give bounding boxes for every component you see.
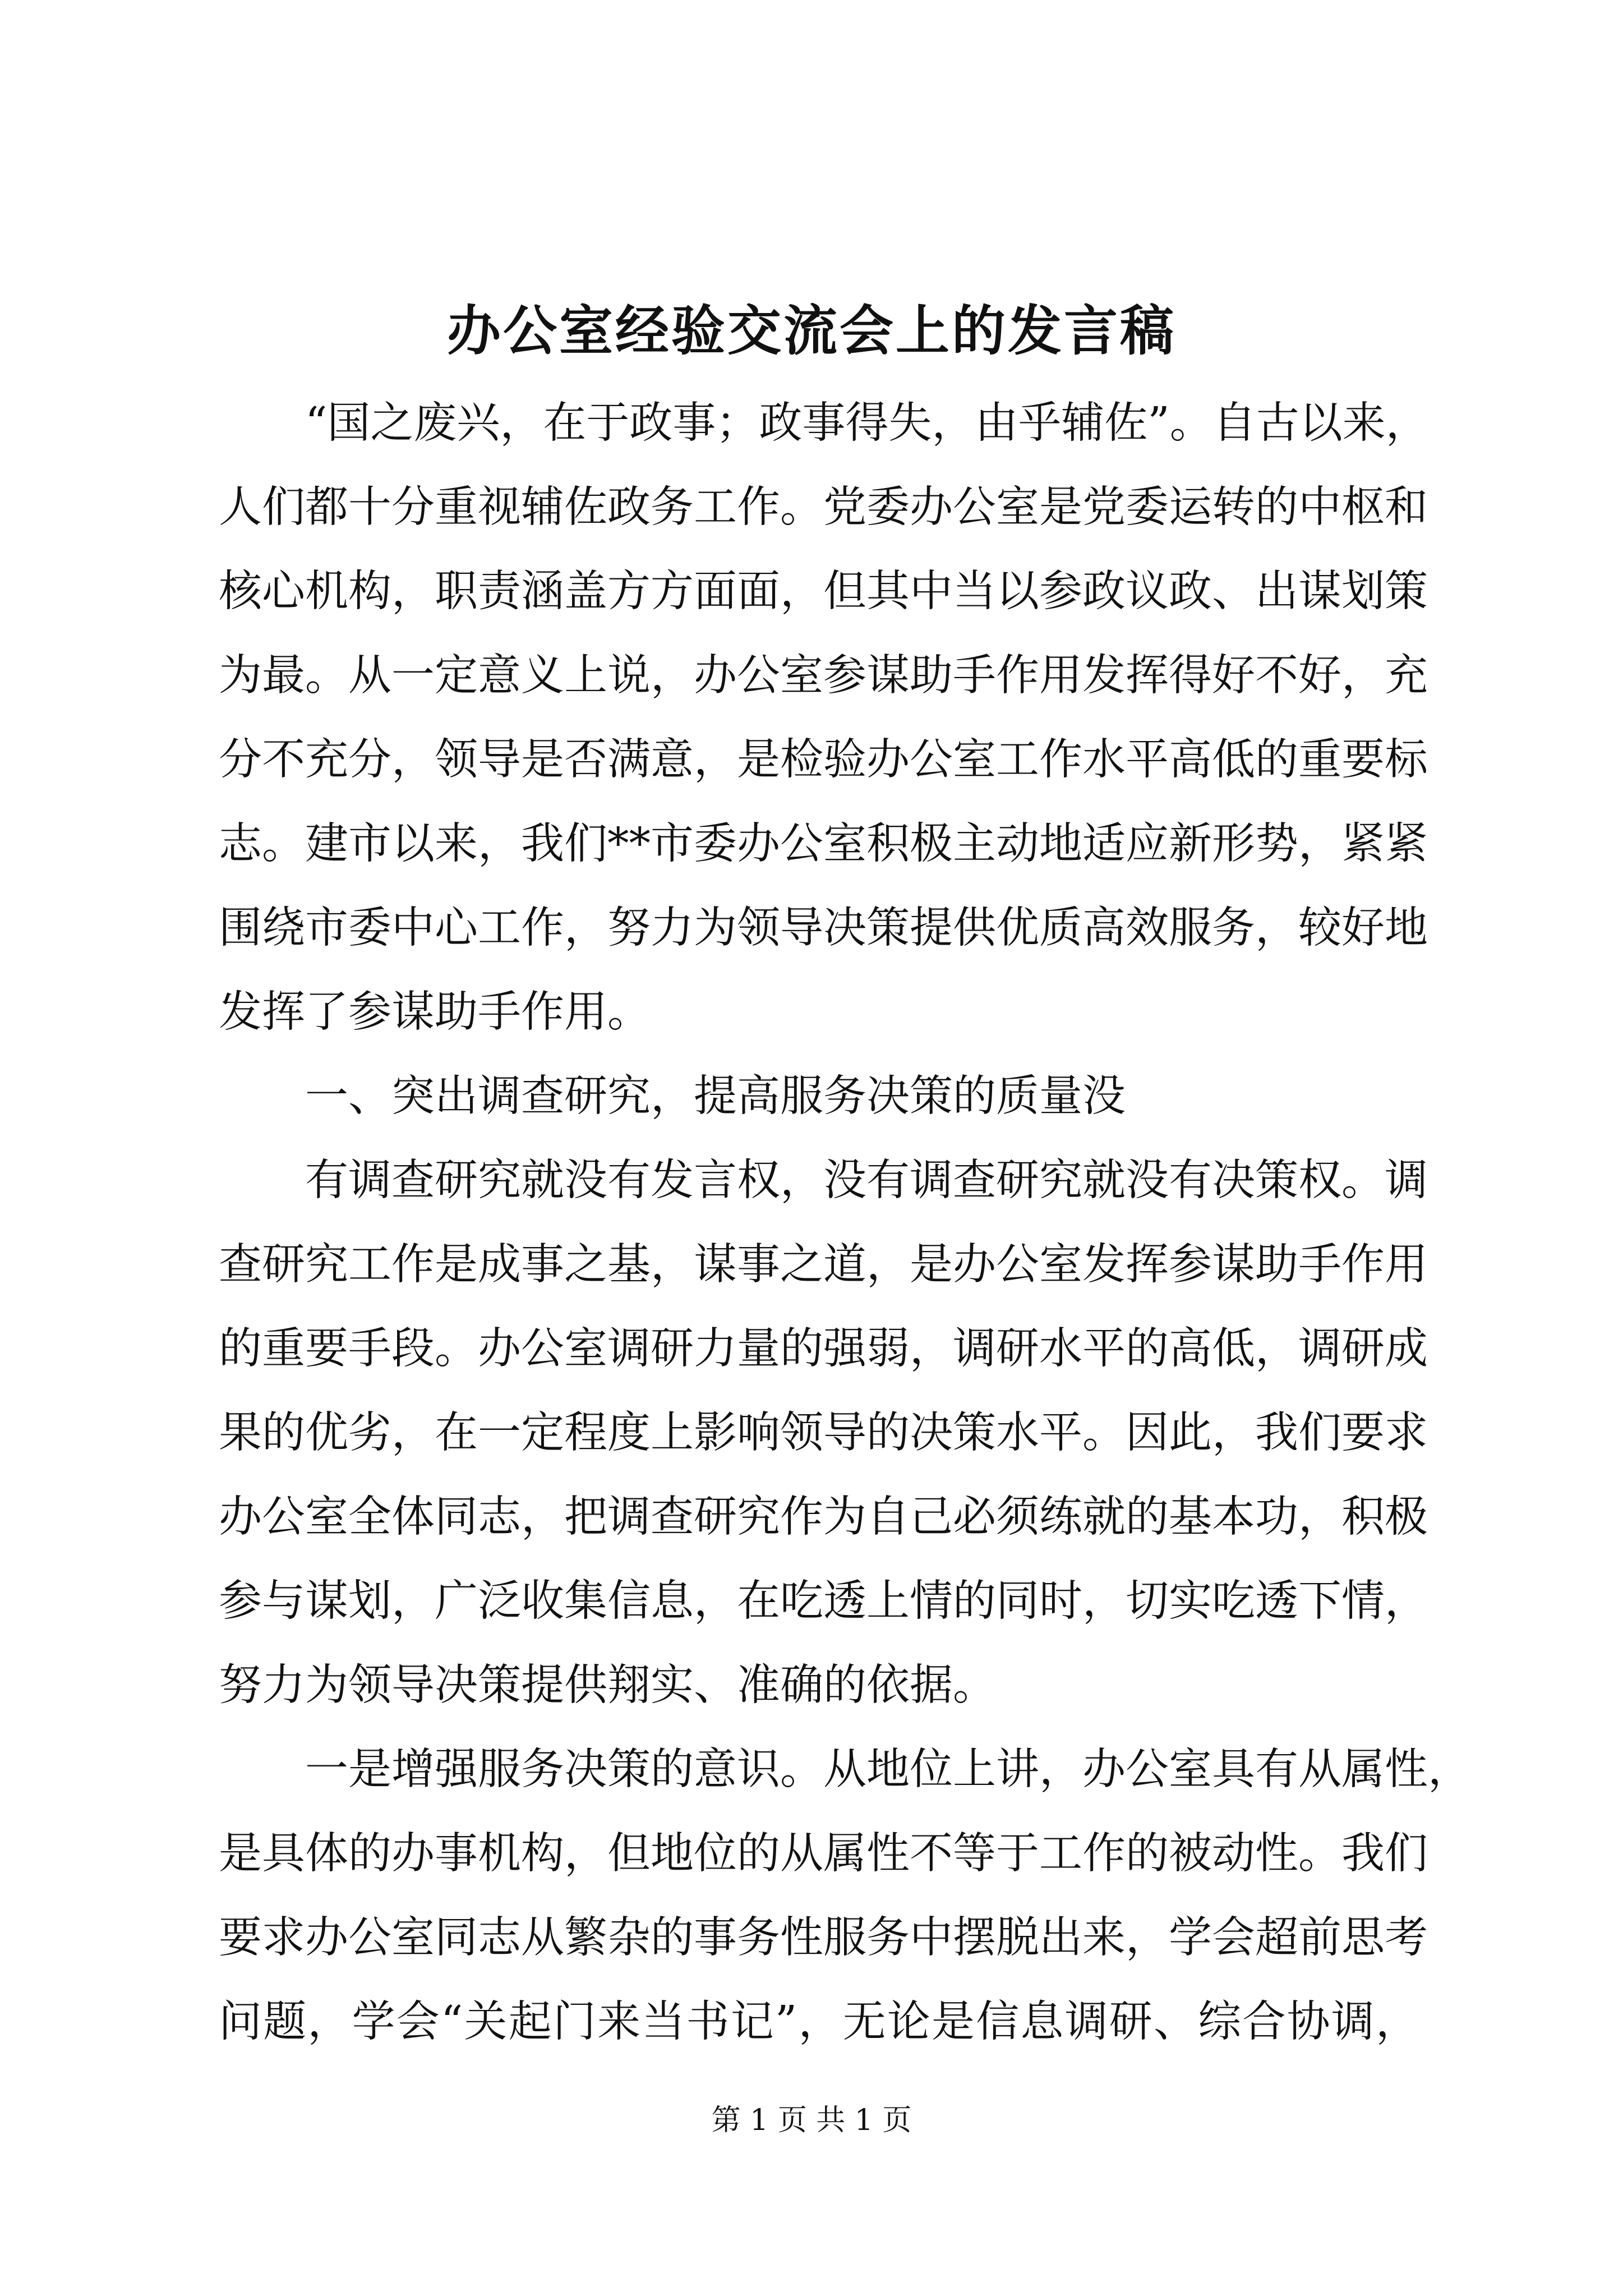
paragraph-line: 要求办公室同志从繁杂的事务性服务中摆脱出来，学会超前思考 — [219, 1913, 1428, 1963]
paragraph-line: 发挥了参谋助手作用。 — [219, 987, 651, 1037]
page-number-footer: 第 1 页 共 1 页 — [711, 2104, 912, 2137]
paragraph-line: 参与谋划，广泛收集信息，在吃透上情的同时，切实吃透下情， — [219, 1576, 1428, 1626]
paragraph-line: 办公室全体同志，把调查研究作为自己必须练就的基本功，积极 — [219, 1492, 1428, 1542]
paragraph-line: 为最。从一定意义上说，办公室参谋助手作用发挥得好不好，充 — [219, 651, 1428, 701]
paragraph-line: 围绕市委中心工作，努力为领导决策提供优质高效服务，较好地 — [219, 903, 1428, 953]
paragraph-line: 分不充分，领导是否满意，是检验办公室工作水平高低的重要标 — [219, 735, 1428, 785]
document-title: 办公室经验交流会上的发言稿 — [447, 299, 1176, 362]
paragraph-line: 一是增强服务决策的意识。从地位上讲，办公室具有从属性， — [305, 1745, 1471, 1795]
paragraph-line: 有调查研究就没有发言权，没有调查研究就没有决策权。调 — [305, 1156, 1428, 1205]
paragraph-line: 志。建市以来，我们**市委办公室积极主动地适应新形势，紧紧 — [219, 819, 1428, 869]
paragraph-line: 问题，学会“关起门来当书记”，无论是信息调研、综合协调， — [219, 1997, 1419, 2047]
paragraph-line: 核心机构，职责涵盖方方面面，但其中当以参政议政、出谋划策 — [219, 567, 1428, 616]
paragraph-line: 果的优劣，在一定程度上影响领导的决策水平。因此，我们要求 — [219, 1408, 1428, 1458]
paragraph-line: 人们都十分重视辅佐政务工作。党委办公室是党委运转的中枢和 — [219, 482, 1428, 532]
paragraph-line: 努力为领导决策提供翔实、准确的依据。 — [219, 1660, 996, 1710]
paragraph-line: “国之废兴，在于政事；政事得失，由乎辅佐”。自古以来， — [305, 398, 1429, 448]
paragraph-line: 是具体的办事机构，但地位的从属性不等于工作的被动性。我们 — [219, 1829, 1428, 1879]
paragraph-line: 查研究工作是成事之基，谋事之道，是办公室发挥参谋助手作用 — [219, 1240, 1428, 1290]
paragraph-line: 的重要手段。办公室调研力量的强弱，调研水平的高低，调研成 — [219, 1324, 1428, 1374]
section-heading: 一、突出调查研究，提高服务决策的质量没 — [305, 1071, 1126, 1121]
document-body — [219, 381, 1471, 2064]
